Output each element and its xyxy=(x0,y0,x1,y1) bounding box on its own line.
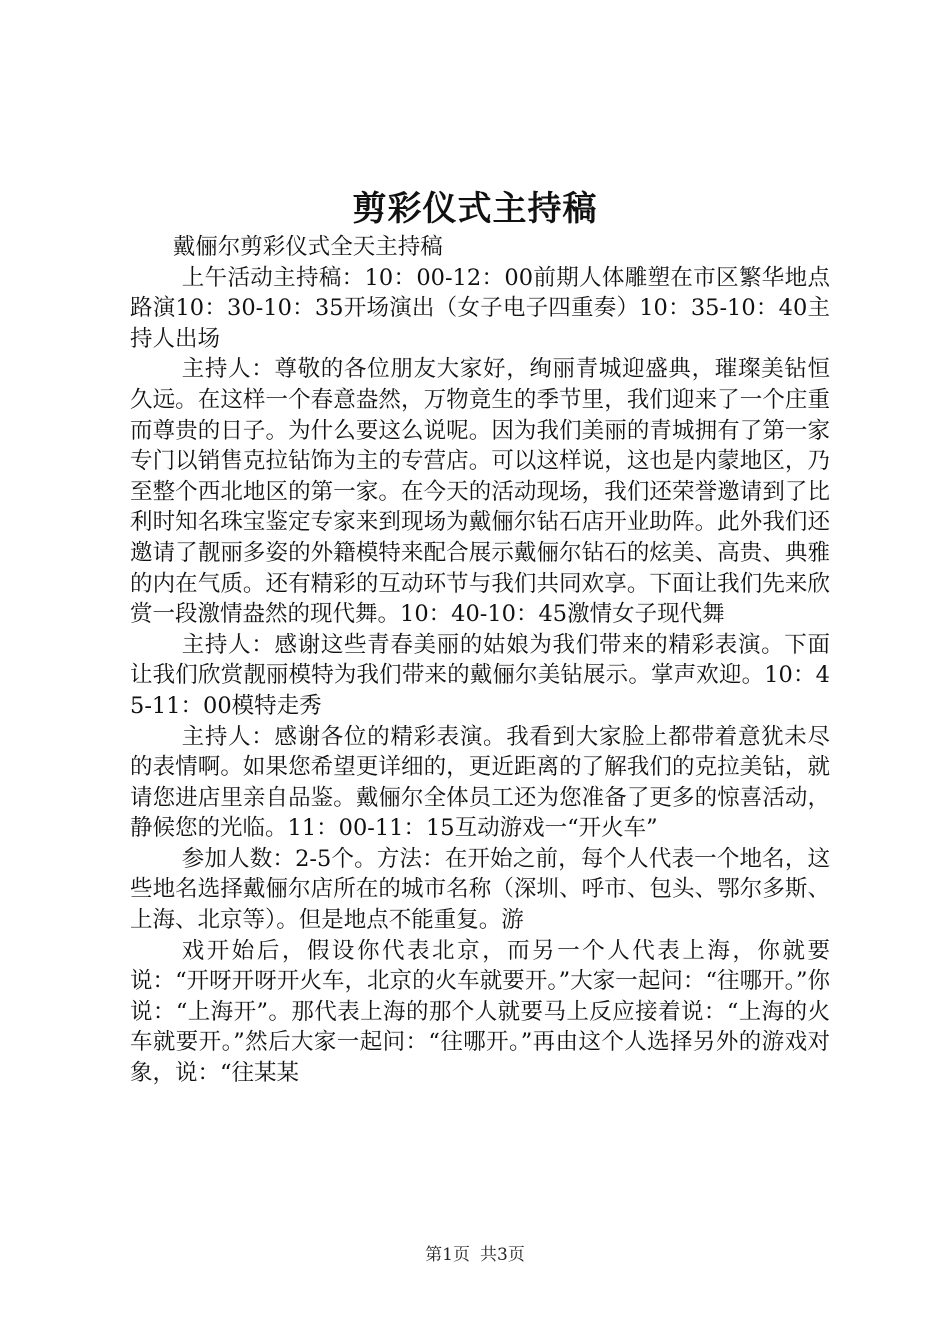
page-footer xyxy=(0,1243,950,1267)
body-paragraph: 主持人：感谢这些青春美丽的姑娘为我们带来的精彩表演。下面让我们欣赏靓丽模特为我们带来的戴俪尔美钻展示。掌声欢迎。10：45-11：00模特走秀 xyxy=(130,631,830,719)
body-paragraph: 参加人数：2-5个。方法：在开始之前，每个人代表一个地名，这些地名选择戴俪尔店所在的城市名称（深圳、呼市、包头、鄂尔多斯、上海、北京等）。但是地点不能重复。游 xyxy=(130,845,830,934)
page-number: 第1页 xyxy=(425,1245,470,1265)
document-title: 剪彩仪式主持稿 xyxy=(352,189,598,229)
page-total: 共3页 xyxy=(480,1245,525,1265)
document-body xyxy=(130,232,830,1089)
body-paragraph: 戴俪尔剪彩仪式全天主持稿 xyxy=(172,234,443,260)
body-paragraph: 主持人：感谢各位的精彩表演。我看到大家脸上都带着意犹未尽的表情啊。如果您希望更详细的，更近距离的了解我们的克拉美钻，就请您进店里亲自品鉴。戴俪尔全体员工还为您准备了更多的惊喜活动，静候您的光临。11：00-11：15互动游戏一“开火车” xyxy=(130,723,830,842)
body-paragraph: 上午活动主持稿：10：00-12：00前期人体雕塑在市区繁华地点路演10：30-10：35开场演出（女子电子四重奏）10：35-10：40主持人出场 xyxy=(130,264,830,352)
body-paragraph: 戏开始后，假设你代表北京，而另一个人代表上海，你就要说：“开呀开呀开火车，北京的火车就要开。”大家一起问：“往哪开。”你说：“上海开”。那代表上海的那个人就要马上反应接着说：“上海的火车就要开。”然后大家一起问：“往哪开。”再由这个人选择另外的游戏对象，说：“往某某 xyxy=(130,937,830,1087)
body-paragraph: 主持人：尊敬的各位朋友大家好，绚丽青城迎盛典，璀璨美钻恒久远。在这样一个春意盎然，万物竟生的季节里，我们迎来了一个庄重而尊贵的日子。为什么要这么说呢。因为我们美丽的青城拥有了第一家专门以销售克拉钻饰为主的专营店。可以这样说，这也是内蒙地区，乃至整个西北地区的第一家。在今天的活动现场，我们还荣誉邀请到了比利时知名珠宝鉴定专家来到现场为戴俪尔钻石店开业助阵。此外我们还邀请了靓丽多姿的外籍模特来配合展示戴俪尔钻石的炫美、高贵、典雅的内在气质。还有精彩的互动环节与我们共同欢享。下面让我们先来欣赏一段激情盎然的现代舞。10：40-10：45激情女子现代舞 xyxy=(130,356,830,628)
